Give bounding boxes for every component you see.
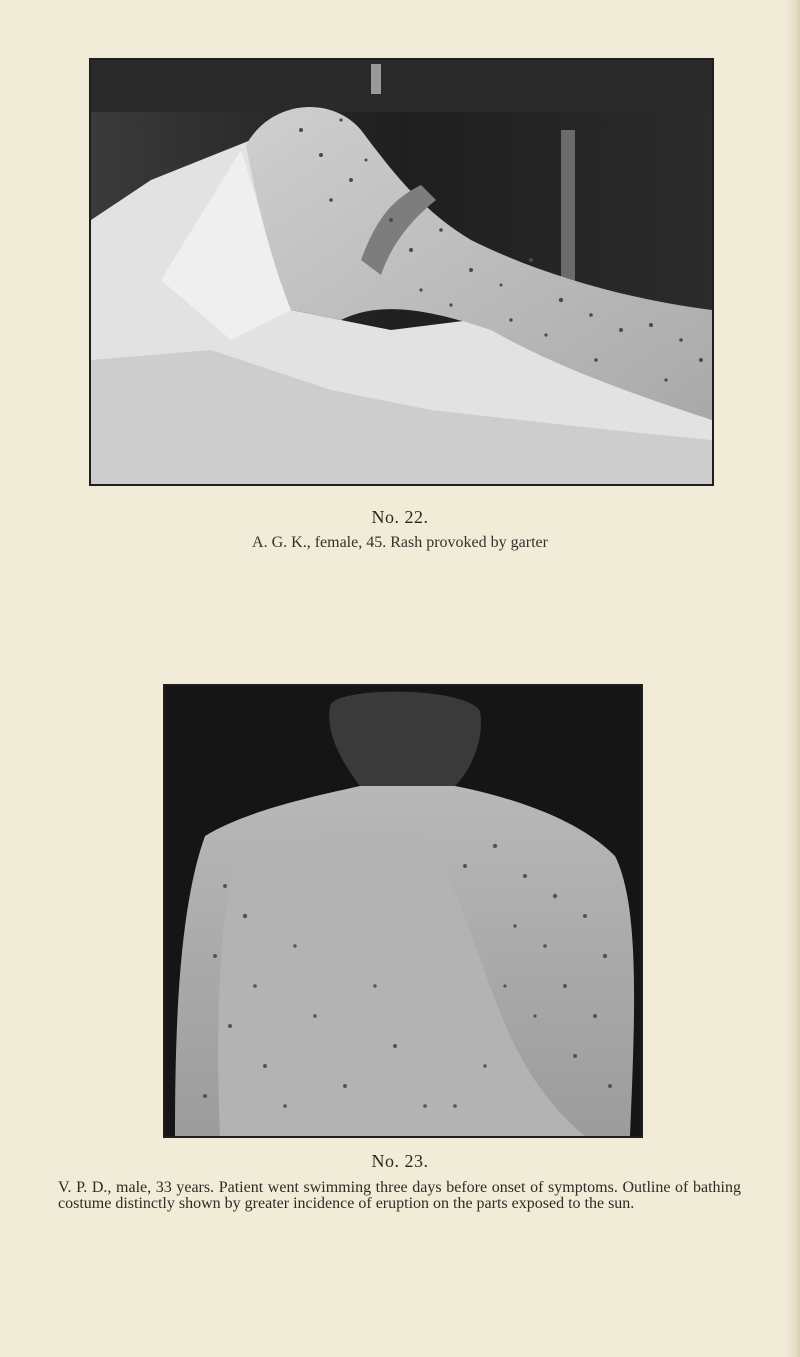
photo-plate-22 — [89, 58, 714, 486]
figure-number-23: No. 23. — [371, 1151, 429, 1171]
figure-caption-23: V. P. D., male, 33 years. Patient went swimming three days before onset of symptoms. Outline of bathing costume distinctly shown by greater incidence of eruption on the parts exposed to the sun. — [58, 1179, 741, 1212]
figure-number-22: No. 22. — [371, 507, 429, 527]
photo-leg-rash — [91, 60, 712, 484]
figure-caption-22: A. G. K., female, 45. Rash provoked by garter — [252, 534, 548, 551]
photo-plate-23 — [163, 684, 643, 1138]
photo-back-rash — [165, 686, 641, 1136]
